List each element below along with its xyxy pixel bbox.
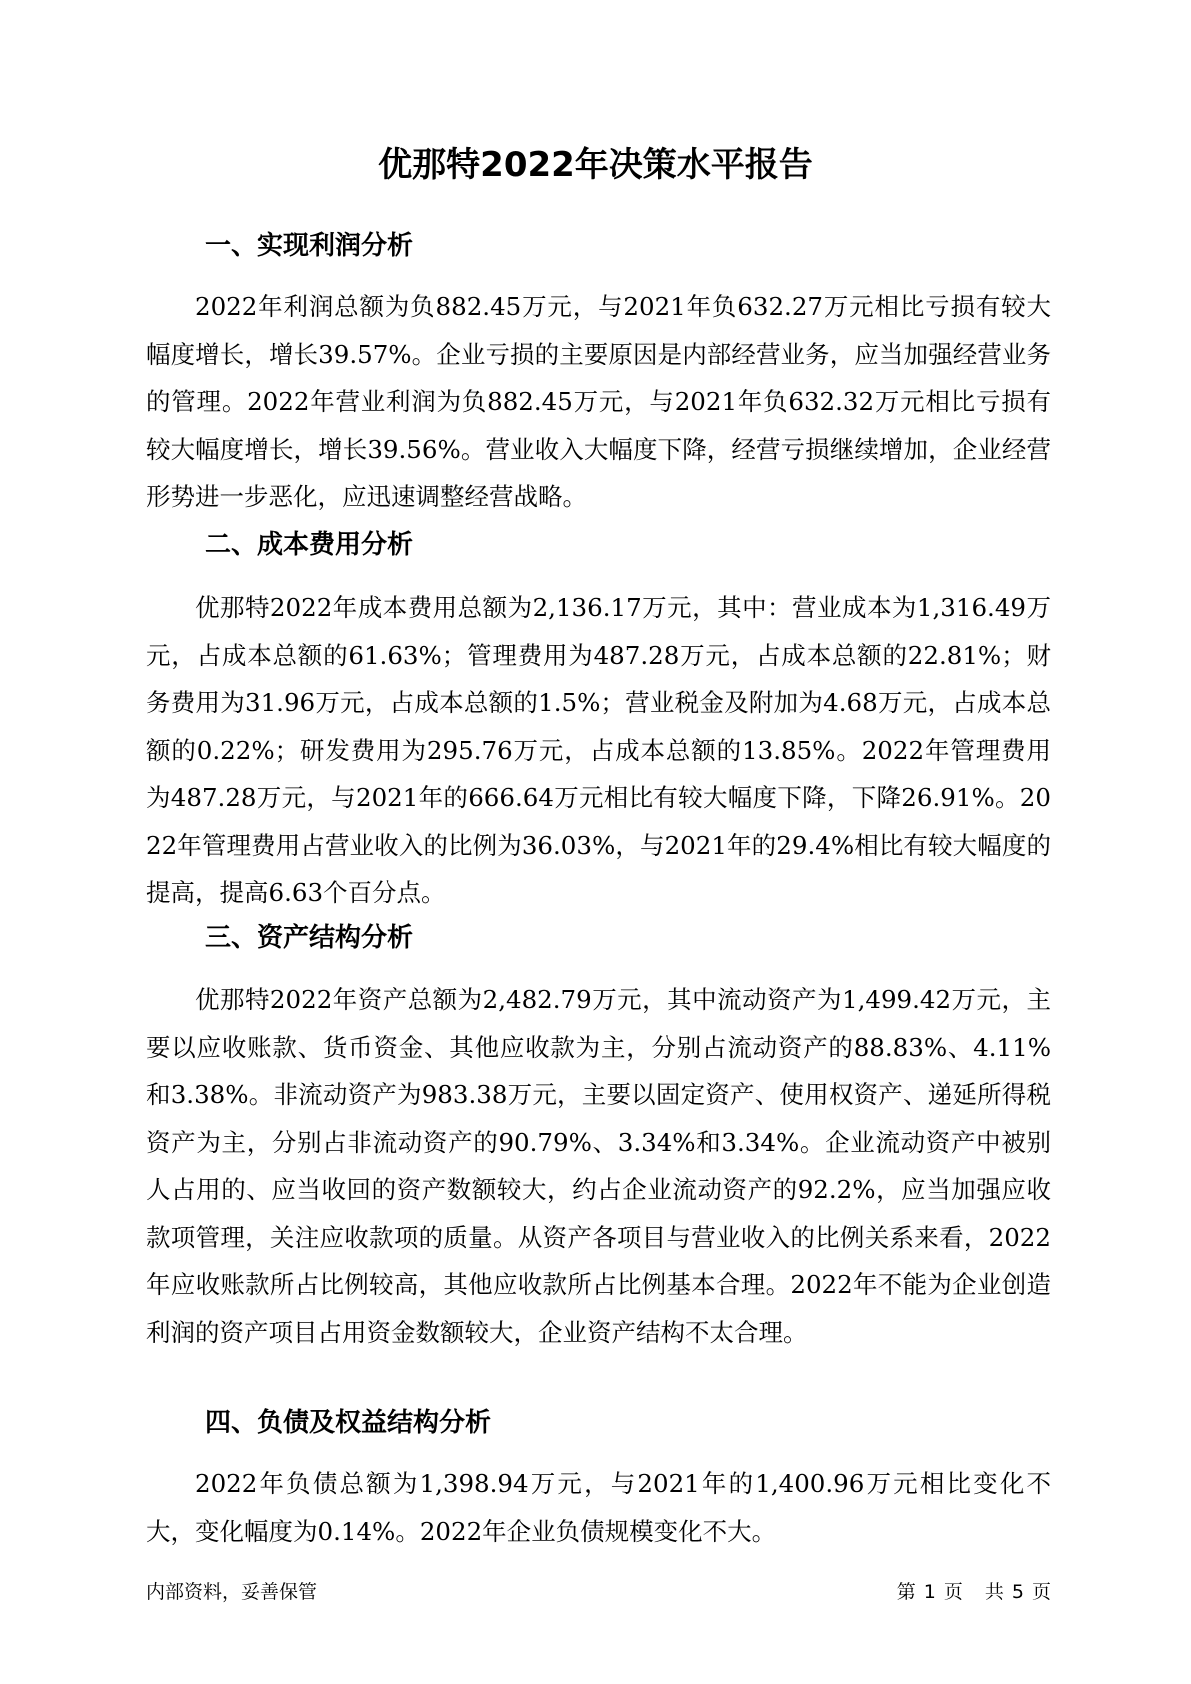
page-title: 优那特2022年决策水平报告 [378,145,813,185]
page-current: 1 [923,1581,936,1603]
section-paragraph-assets: 优那特2022年资产总额为2,482.79万元，其中流动资产为1,499.42万元，主要以应收账款、货币资金、其他应收款为主，分别占流动资产的88.83%、4.11%和3.38%。非流动资产为983.38万元，主要以固定资产、使用权资产、递延所得税资产为主，分别占非流动资产的90.79%、3.34%和3.34%。企业流动资产中被别人占用的、应当收回的资产数额较大，约占企业流动资产的92.2%，应当加强应收款项管理，关注应收款项的质量。从资产各项目与营业收入的比例关系来看，2022年应收账款所占比例较高，其他应收款所占比例基本合理。2022年不能为企业创造利润的资产项目占用资金数额较大，企业资产结构不太合理。 [146,985,1051,1347]
section-heading-cost: 二、成本费用分析 [205,530,414,560]
section-heading-profit: 一、实现利润分析 [205,231,414,261]
section-paragraph-cost: 优那特2022年成本费用总额为2,136.17万元，其中：营业成本为1,316.49万元，占成本总额的61.63%；管理费用为487.28万元，占成本总额的22.81%；财务费用为31.96万元，占成本总额的1.5%；营业税金及附加为4.68万元，占成本总额的0.22%；研发费用为295.76万元，占成本总额的13.85%。2022年管理费用为487.28万元，与2021年的666.64万元相比有较大幅度下降，下降26.91%。2022年管理费用占营业收入的比例为36.03%，与2021年的29.4%相比有较大幅度的提高，提高6.63个百分点。 [146,593,1051,907]
page-suffix: 页 [1031,1581,1051,1603]
page-total: 5 [1011,1581,1024,1603]
page-prefix: 第 [896,1581,916,1603]
footer-page-number [897,1579,1051,1605]
section-heading-assets: 三、资产结构分析 [205,923,414,953]
footer-confidential-note: 内部资料，妥善保管 [146,1581,318,1603]
section-heading-liabilities: 四、负债及权益结构分析 [205,1408,492,1438]
section-paragraph-profit: 2022年利润总额为负882.45万元，与2021年负632.27万元相比亏损有较大幅度增长，增长39.57%。企业亏损的主要原因是内部经营业务，应当加强经营业务的管理。2022年营业利润为负882.45万元，与2021年负632.32万元相比亏损有较大幅度增长，增长39.56%。营业收入大幅度下降，经营亏损继续增加，企业经营形势进一步恶化，应迅速调整经营战略。 [146,292,1051,511]
page-total-prefix: 共 [984,1581,1004,1603]
page-mid: 页 [943,1581,963,1603]
section-paragraph-liabilities: 2022年负债总额为1,398.94万元，与2021年的1,400.96万元相比变化不大，变化幅度为0.14%。2022年企业负债规模变化不大。 [146,1469,1051,1546]
